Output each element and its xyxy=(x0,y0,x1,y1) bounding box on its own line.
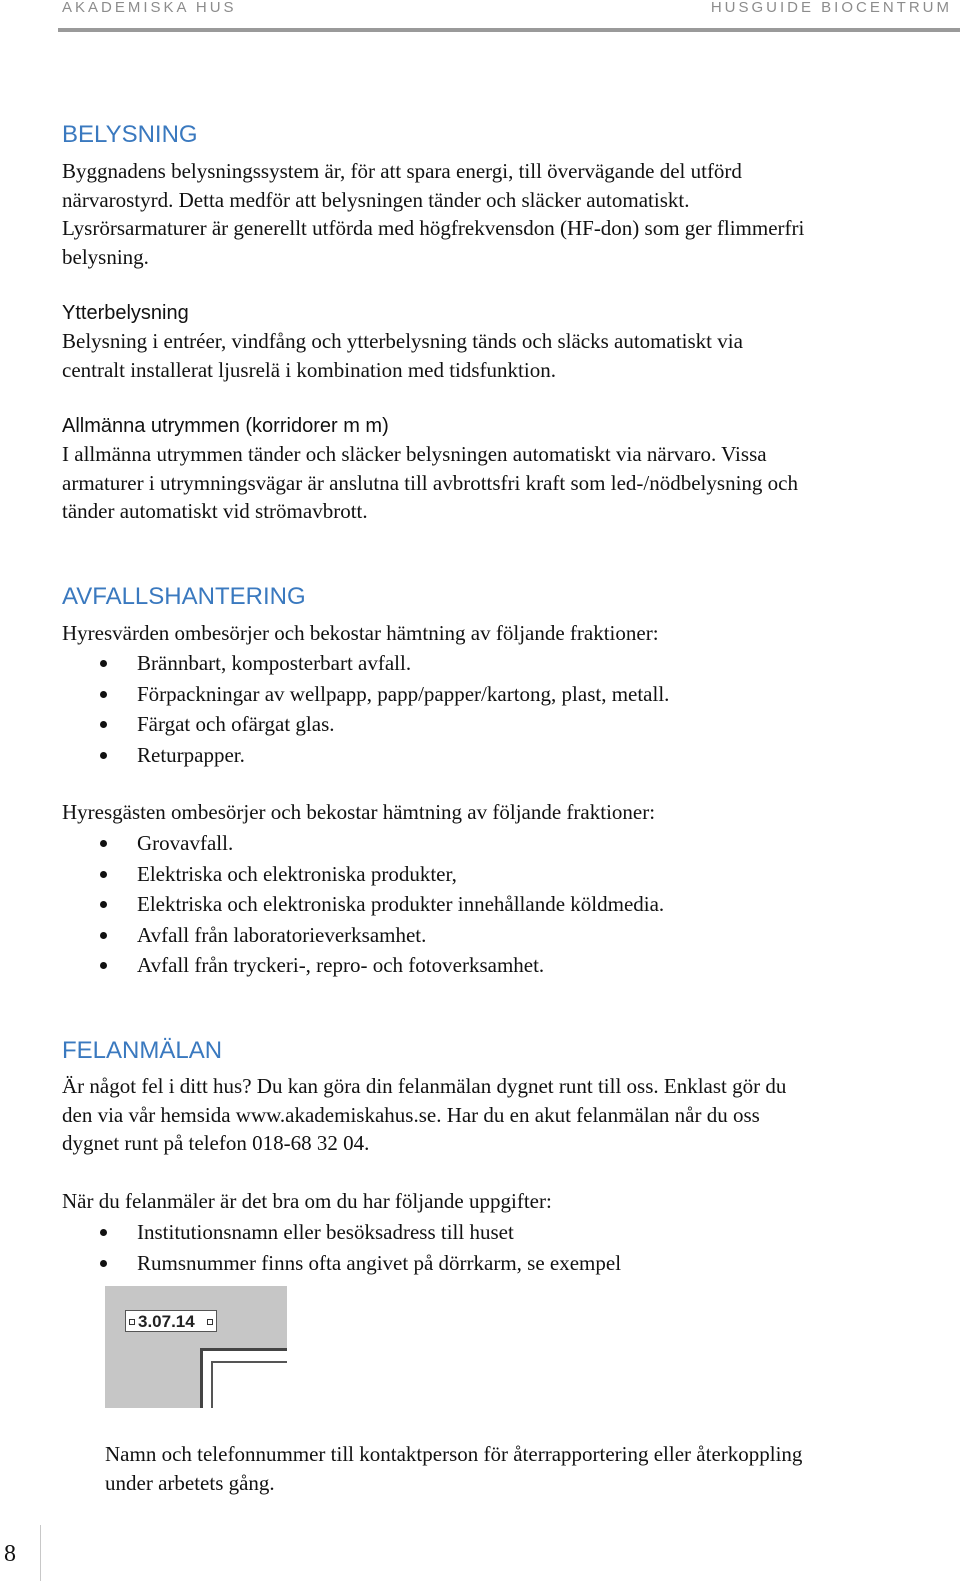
list-item: Grovavfall. xyxy=(62,828,664,859)
text-line: tänder automatiskt vid strömavbrott. xyxy=(62,499,368,523)
ytterbelysning-text xyxy=(62,327,743,384)
text-line: närvarostyrd. Detta medför att belysningen tänder och släcker automatiskt. xyxy=(62,187,690,212)
header-right: HUSGUIDE BIOCENTRUM xyxy=(710,0,952,16)
page-number: 8 xyxy=(4,1541,16,1567)
door-frame-inner xyxy=(211,1361,287,1408)
list-item: Elektriska och elektroniska produkter innehållande köldmedia. xyxy=(62,889,664,920)
header-divider xyxy=(58,28,960,32)
list-item: Returpapper. xyxy=(62,740,669,771)
text-line: Byggnadens belysningssystem är, för att spara energi, till övervägande del utförd xyxy=(62,159,742,183)
text-line: Är något fel i ditt hus? Du kan göra din felanmälan dygnet runt till oss. Enklast gör du xyxy=(62,1074,787,1098)
text-line: Lysrörsarmaturer är generellt utförda med högfrekvensdon (HF-don) som ger flimmerfri xyxy=(62,216,805,240)
list-item: Institutionsnamn eller besöksadress till huset xyxy=(62,1217,621,1248)
room-number-label: 3.07.14 xyxy=(125,1310,217,1332)
uppgifter-list xyxy=(62,1217,621,1278)
heading-allmanna-utrymmen: Allmänna utrymmen (korridorer m m) xyxy=(62,415,389,437)
allmanna-utrymmen-text xyxy=(62,440,798,526)
room-number-example-image xyxy=(105,1286,287,1408)
text-line: Belysning i entréer, vindfång och ytterbelysning tänds och släcks automatiskt via xyxy=(62,329,743,353)
list-item: Avfall från tryckeri-, repro- och fotoverksamhet. xyxy=(62,950,664,981)
list-item: Elektriska och elektroniska produkter, xyxy=(62,859,664,890)
heading-belysning: BELYSNING xyxy=(62,121,198,148)
hyresvard-intro: Hyresvärden ombesörjer och bekostar hämtning av följande fraktioner: xyxy=(62,621,659,645)
belysning-intro xyxy=(62,157,804,271)
text-line: armaturer i utrymningsvägar är anslutna till avbrottsfri kraft som led-/nödbelysning och xyxy=(62,470,798,495)
felanmalan-text xyxy=(62,1072,786,1158)
kontakt-text xyxy=(105,1440,802,1497)
hyresvard-list xyxy=(62,648,669,770)
list-item: Brännbart, komposterbart avfall. xyxy=(62,648,669,679)
hyresgast-list xyxy=(62,828,664,981)
text-line: I allmänna utrymmen tänder och släcker belysningen automatiskt via närvaro. Vissa xyxy=(62,442,767,466)
page-number-divider xyxy=(40,1525,41,1581)
door-frame-illustration xyxy=(200,1348,287,1408)
uppgifter-intro: När du felanmäler är det bra om du har följande uppgifter: xyxy=(62,1189,552,1213)
heading-felanmalan: FELANMÄLAN xyxy=(62,1037,223,1064)
text-line: belysning. xyxy=(62,244,149,269)
list-item: Färgat och ofärgat glas. xyxy=(62,709,669,740)
text-line: den via vår hemsida www.akademiskahus.se. Har du en akut felanmälan når du oss xyxy=(62,1102,760,1127)
text-line: Namn och telefonnummer till kontaktperson för återrapportering eller återkoppling xyxy=(105,1442,803,1466)
text-line: centralt installerat ljusrelä i kombination med tidsfunktion. xyxy=(62,357,556,382)
list-item: Förpackningar av wellpapp, papp/papper/kartong, plast, metall. xyxy=(62,679,669,710)
hyresgast-intro: Hyresgästen ombesörjer och bekostar hämtning av följande fraktioner: xyxy=(62,800,656,824)
heading-avfallshantering: AVFALLSHANTERING xyxy=(62,583,306,610)
list-item: Avfall från laboratorieverksamhet. xyxy=(62,920,664,951)
heading-ytterbelysning: Ytterbelysning xyxy=(62,302,189,324)
list-item: Rumsnummer finns ofta angivet på dörrkarm, se exempel xyxy=(62,1248,621,1279)
text-line: dygnet runt på telefon 018-68 32 04. xyxy=(62,1131,370,1155)
header-left: AKADEMISKA HUS xyxy=(62,0,237,16)
text-line: under arbetets gång. xyxy=(105,1470,275,1495)
